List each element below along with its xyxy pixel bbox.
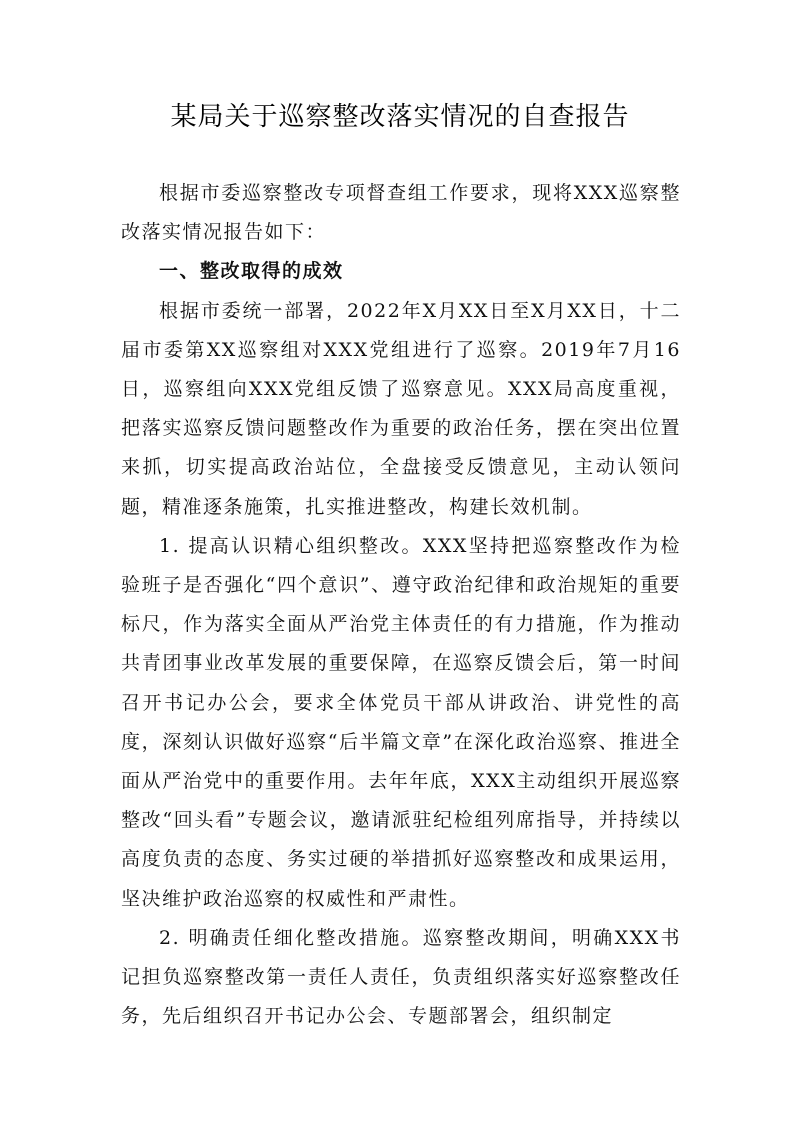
body-paragraph: 根据市委统一部署，2022年X月XX日至X月XX日，十二届市委第XX巡察组对XXX党组进行了巡察。2019年7月16日，巡察组向XXX党组反馈了巡察意见。XXX局高度重视，把落实巡察反馈问题整改作为重要的政治任务，摆在突出位置来抓，切实提高政治站位，全盘接受反馈意见，主动认领问题，精准逐条施策，扎实推进整改，构建长效机制。 — [121, 299, 681, 518]
body-paragraph: 2. 明确责任细化整改措施。巡察整改期间，明确XXX书记担负巡察整改第一责任人责任，负责组织落实好巡察整改任务，先后组织召开书记办公会、专题部署会，组织制定 — [121, 926, 681, 1028]
document-body — [121, 174, 681, 1036]
body-paragraph: 1. 提高认识精心组织整改。XXX坚持把巡察整改作为检验班子是否强化“四个意识”、遵守政治纪律和政治规矩的重要标尺，作为落实全面从严治党主体责任的有力措施，作为推动共青团事业改革发展的重要保障，在巡察反馈会后，第一时间召开书记办公会，要求全体党员干部从讲政治、讲党性的高度，深刻认识做好巡察“后半篇文章”在深化政治巡察、推进全面从严治党中的重要作用。去年年底，XXX主动组织开展巡察整改“回头看”专题会议，邀请派驻纪检组列席指导，并持续以高度负责的态度、务实过硬的举措抓好巡察整改和成果运用，坚决维护政治巡察的权威性和严肃性。 — [121, 534, 681, 910]
section-heading: 一、整改取得的成效 — [159, 260, 344, 283]
document-title: 某局关于巡察整改落实情况的自查报告 — [170, 102, 630, 132]
intro-paragraph: 根据市委巡察整改专项督查组工作要求，现将XXX巡察整改落实情况报告如下： — [121, 182, 681, 244]
